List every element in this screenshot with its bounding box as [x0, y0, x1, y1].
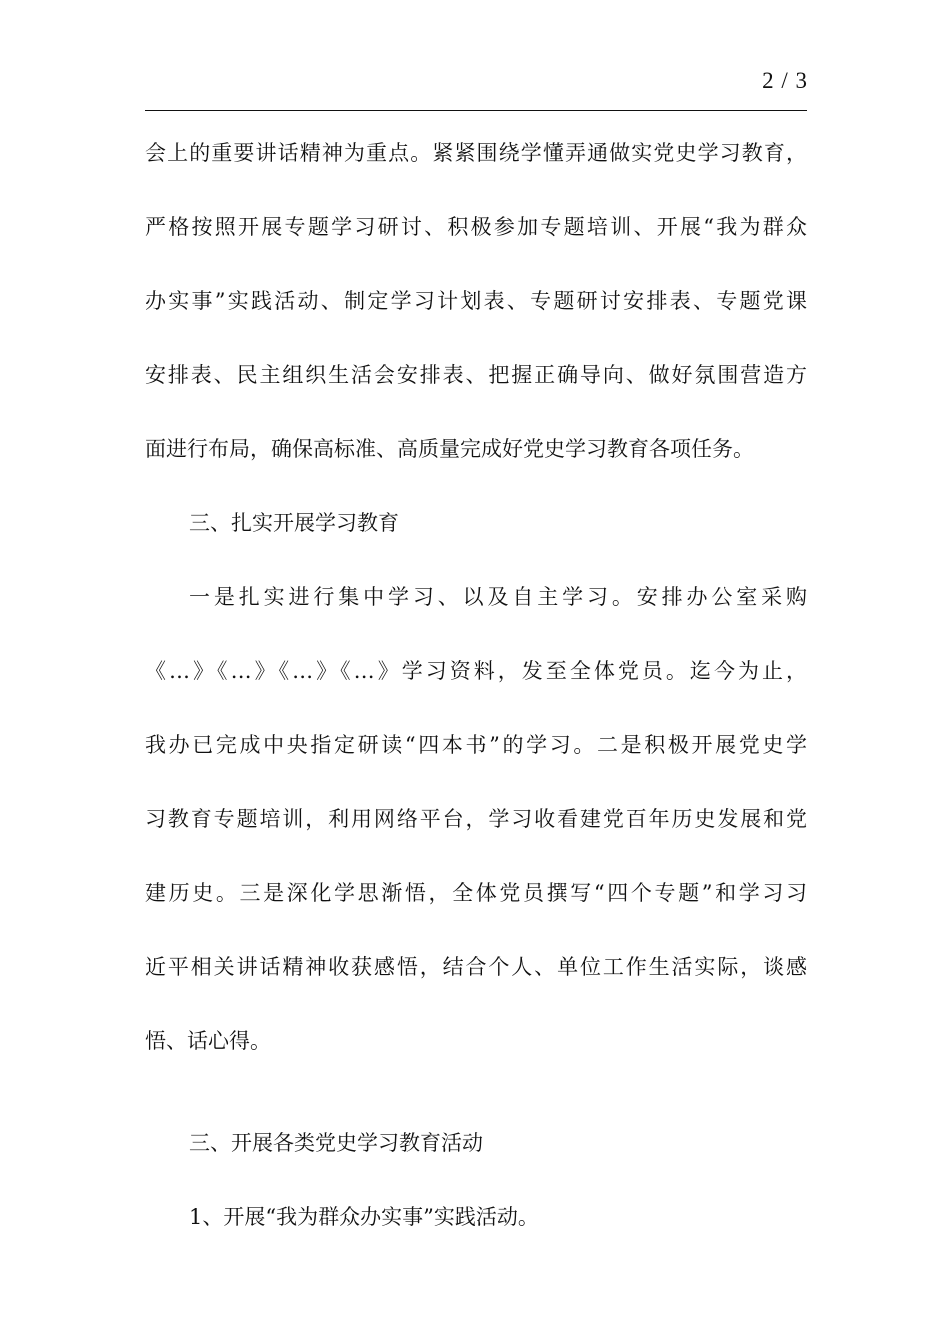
text-line: 严格按照开展专题学习研讨、积极参加专题培训、开展“我为群众 — [145, 215, 807, 239]
spacer — [145, 1093, 807, 1121]
text-line: 一是扎实进行集中学习、以及自主学习。安排办公室采购 — [189, 585, 807, 609]
text-line: 安排表、民主组织生活会安排表、把握正确导向、做好氛围营造方 — [145, 363, 807, 387]
text-line: 建历史。三是深化学思渐悟，全体党员撰写“四个专题”和学习习 — [145, 881, 807, 905]
section-heading: 三、扎实开展学习教育 — [189, 511, 399, 535]
text-line: 面进行布局，确保高标准、高质量完成好党史学习教育各项任务。 — [145, 437, 754, 461]
paragraph-2 — [145, 575, 807, 1093]
page-number: 2 / 3 — [762, 68, 808, 93]
text-line: 办实事”实践活动、制定学习计划表、专题研讨安排表、专题党课 — [145, 289, 807, 313]
text-line: 我办已完成中央指定研读“四本书”的学习。二是积极开展党史学 — [145, 733, 807, 757]
header-rule — [145, 110, 807, 111]
text-line: 习教育专题培训，利用网络平台，学习收看建党百年历史发展和党 — [145, 807, 807, 831]
text-line: 近平相关讲话精神收获感悟，结合个人、单位工作生活实际，谈感 — [145, 955, 807, 979]
text-line: 会上的重要讲话精神为重点。紧紧围绕学懂弄通做实党史学习教育， — [145, 141, 807, 165]
text-line: 悟、话心得。 — [145, 1029, 271, 1053]
text-line: 《…》《…》《…》《…》学习资料，发至全体党员。迄今为止， — [145, 659, 807, 683]
document-body — [145, 131, 807, 1269]
section-heading: 三、开展各类党史学习教育活动 — [189, 1131, 483, 1155]
list-item: 1、开展“我为群众办实事”实践活动。 — [189, 1205, 539, 1229]
paragraph-1 — [145, 131, 807, 501]
